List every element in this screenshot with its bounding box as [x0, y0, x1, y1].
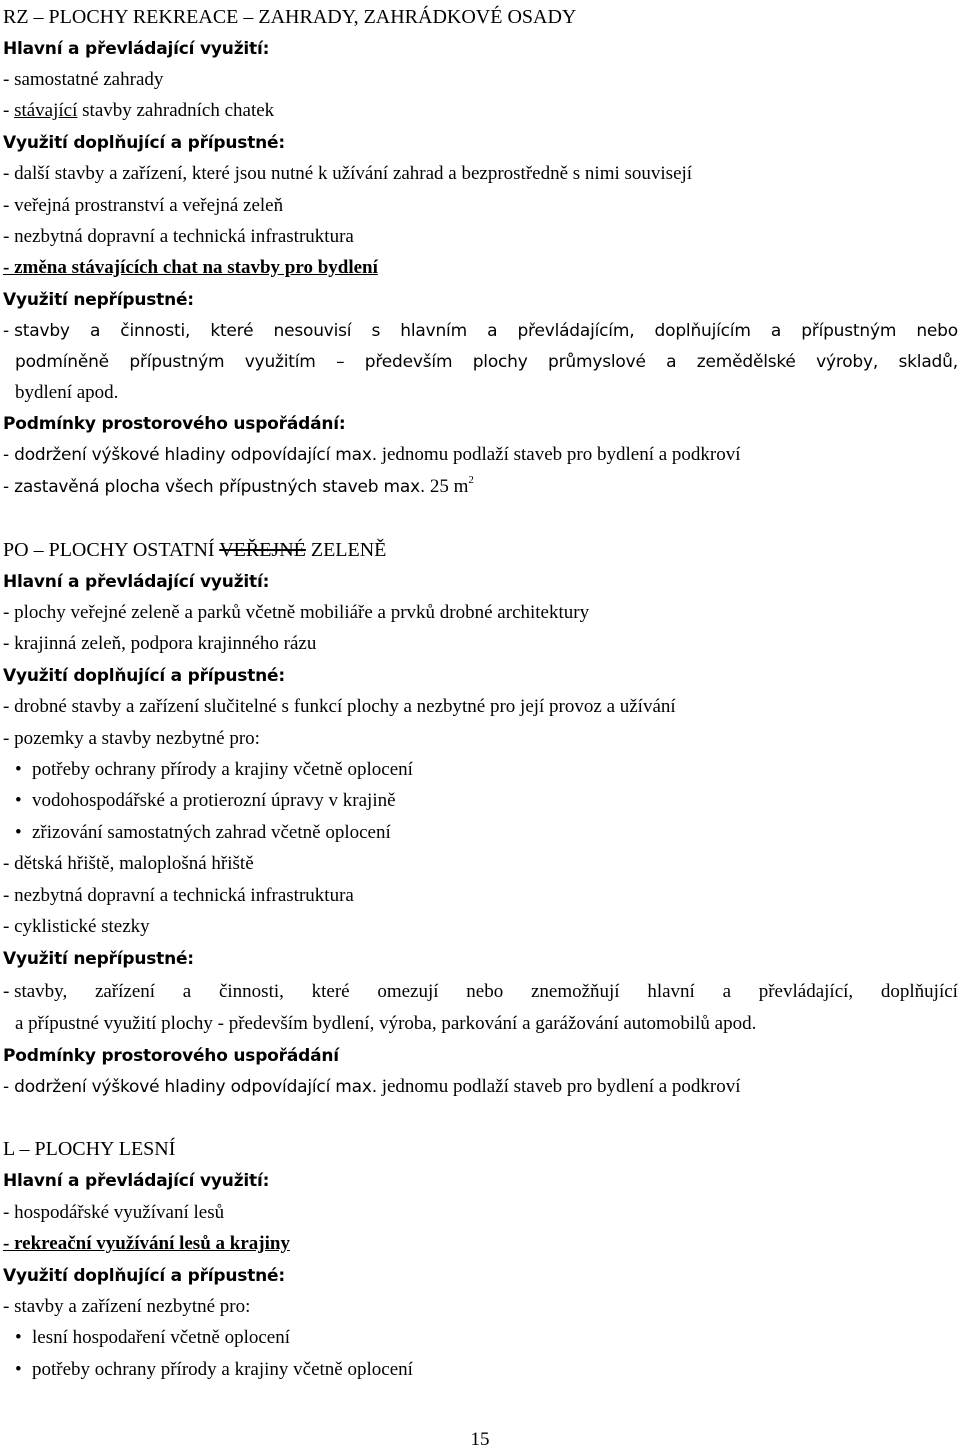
- po-main-item-2: - krajinná zeleň, podpora krajinného rázu: [3, 633, 317, 654]
- l-bullet-1-text: lesní hospodaření včetně oplocení: [32, 1327, 291, 1348]
- l-supp-heading: Využití doplňující a přípustné:: [3, 1266, 285, 1286]
- justified-word: výroby,: [816, 352, 879, 372]
- po-cond-item-1: [3, 1076, 741, 1098]
- rz-cond-heading: Podmínky prostorového uspořádání:: [3, 414, 346, 434]
- justified-word: nebo: [466, 981, 504, 1002]
- rz-main-item-1: - samostatné zahrady: [3, 69, 164, 90]
- bullet-icon: •: [15, 822, 22, 843]
- justified-word: hlavní: [647, 981, 695, 1002]
- rz-forbid-line-3: bydlení apod.: [15, 382, 119, 403]
- rz-title: RZ – PLOCHY REKREACE – ZAHRADY, ZAHRÁDKOVÉ OSADY: [3, 6, 577, 28]
- l-supp-item-1: - stavby a zařízení nezbytné pro:: [3, 1296, 251, 1317]
- bullet-icon: •: [15, 1359, 22, 1380]
- po-main-item-1: - plochy veřejné zeleně a parků včetně mobiliáře a prvků drobné architektury: [3, 602, 590, 623]
- justified-word: - stavby: [3, 321, 70, 341]
- rz-cond-item-1-b: jednomu podlaží staveb pro bydlení a podkroví: [376, 444, 741, 465]
- l-title: L – PLOCHY LESNÍ: [3, 1138, 176, 1160]
- l-main-item-2: - rekreační využívání lesů a krajiny: [3, 1233, 290, 1254]
- po-forbid-line-2: a přípustné využití plochy - především bydlení, výroba, parkování a garážování automobilů apod.: [15, 1013, 757, 1034]
- justified-word: přípustným: [801, 321, 897, 341]
- justified-word: převládající,: [758, 981, 854, 1002]
- po-bullet-1: [15, 759, 413, 781]
- l-bullet-1: [15, 1327, 290, 1349]
- po-title: [3, 539, 386, 561]
- po-supp-item-5: - cyklistické stezky: [3, 916, 150, 937]
- po-cond-item-1-a: - dodržení výškové hladiny odpovídající max.: [3, 1077, 377, 1097]
- bullet-icon: •: [15, 759, 22, 780]
- rz-forbid-line-2: [15, 351, 958, 373]
- justified-word: - stavby,: [3, 981, 68, 1002]
- justified-word: a: [89, 321, 101, 341]
- l-bullet-2: [15, 1359, 413, 1381]
- justified-word: zemědělské: [696, 352, 796, 372]
- rz-cond-item-2-a: - zastavěná plocha všech přípustných staveb max.: [3, 477, 426, 497]
- bullet-icon: •: [15, 790, 22, 811]
- po-cond-item-1-b: jednomu podlaží staveb pro bydlení a podkroví: [376, 1076, 741, 1097]
- justified-word: nesouvisí: [273, 321, 352, 341]
- rz-forbid-line-1: [3, 320, 958, 342]
- justified-word: a: [487, 321, 498, 341]
- po-supp-heading: Využití doplňující a přípustné:: [3, 666, 285, 686]
- justified-word: hlavním: [400, 321, 467, 341]
- justified-word: průmyslové: [548, 352, 646, 372]
- justified-word: skladů,: [898, 352, 958, 372]
- l-main-item-1: - hospodářské využívaní lesů: [3, 1202, 225, 1223]
- po-main-heading: Hlavní a převládající využití:: [3, 572, 270, 592]
- rz-supp-item-3: - nezbytná dopravní a technická infrastruktura: [3, 226, 354, 247]
- po-supp-item-3: - dětská hřiště, maloplošná hřiště: [3, 853, 254, 874]
- justified-word: omezují: [377, 981, 439, 1002]
- po-title-a: PO – PLOCHY OSTATNÍ: [3, 539, 220, 561]
- po-bullet-3: [15, 822, 391, 844]
- justified-word: podmíněně: [15, 352, 109, 372]
- justified-word: činnosti,: [218, 981, 284, 1002]
- po-title-b: ZELENĚ: [305, 539, 387, 561]
- po-title-struck: VEŘEJNÉ: [219, 539, 306, 561]
- justified-word: které: [210, 321, 254, 341]
- justified-word: a: [666, 352, 677, 372]
- justified-word: doplňujícím: [654, 321, 751, 341]
- justified-word: využitím: [244, 352, 316, 372]
- po-forbid-heading: Využití nepřípustné:: [3, 949, 194, 969]
- page-number: 15: [470, 1429, 490, 1450]
- justified-word: plochy: [472, 352, 528, 372]
- rz-main-item-2: [3, 100, 274, 122]
- po-bullet-3-text: zřizování samostatných zahrad včetně oplocení: [32, 822, 391, 843]
- po-cond-heading: Podmínky prostorového uspořádání: [3, 1046, 339, 1066]
- po-bullet-2-text: vodohospodářské a protierozní úpravy v krajině: [32, 790, 396, 811]
- rz-supp-item-1: - další stavby a zařízení, které jsou nutné k užívání zahrad a bezprostředně s nimi souvisejí: [3, 163, 693, 184]
- po-supp-item-4: - nezbytná dopravní a technická infrastruktura: [3, 885, 354, 906]
- rz-main-item-2-prefix: -: [3, 100, 15, 121]
- rz-cond-item-2-b: 25 m: [425, 476, 469, 497]
- justified-word: doplňující: [880, 981, 958, 1002]
- po-bullet-2: [15, 790, 396, 812]
- rz-cond-item-2: [3, 476, 474, 498]
- l-bullet-2-text: potřeby ochrany přírody a krajiny včetně oplocení: [32, 1359, 413, 1380]
- justified-word: činnosti,: [120, 321, 191, 341]
- rz-supp-item-4: - změna stávajících chat na stavby pro bydlení: [3, 257, 378, 278]
- justified-word: nebo: [916, 321, 958, 341]
- justified-word: přípustným: [129, 352, 225, 372]
- rz-forbid-heading: Využití nepřípustné:: [3, 290, 194, 310]
- justified-word: znemožňují: [530, 981, 620, 1002]
- rz-supp-heading: Využití doplňující a přípustné:: [3, 133, 285, 153]
- rz-main-item-2-rest: stavby zahradních chatek: [77, 100, 275, 121]
- justified-word: s: [371, 321, 381, 341]
- justified-word: a: [182, 981, 192, 1002]
- bullet-icon: •: [15, 1327, 22, 1348]
- justified-word: a: [770, 321, 782, 341]
- l-main-heading: Hlavní a převládající využití:: [3, 1171, 270, 1191]
- justified-word: které: [311, 981, 350, 1002]
- justified-word: –: [336, 352, 345, 372]
- superscript-2: 2: [468, 474, 474, 486]
- po-supp-item-2: - pozemky a stavby nezbytné pro:: [3, 728, 260, 749]
- justified-word: a: [722, 981, 731, 1002]
- rz-cond-item-1-a: - dodržení výškové hladiny odpovídající max.: [3, 445, 377, 465]
- rz-main-heading: Hlavní a převládající využití:: [3, 39, 270, 59]
- justified-word: zařízení: [94, 981, 156, 1002]
- po-bullet-1-text: potřeby ochrany přírody a krajiny včetně oplocení: [32, 759, 413, 780]
- rz-supp-item-2: - veřejná prostranství a veřejná zeleň: [3, 195, 284, 216]
- rz-cond-item-1: [3, 444, 741, 466]
- justified-word: především: [364, 352, 453, 372]
- rz-main-item-2-underlined: stávající: [14, 100, 78, 121]
- justified-word: převládajícím,: [517, 321, 635, 341]
- po-forbid-line-1: [3, 981, 958, 1003]
- po-supp-item-1: - drobné stavby a zařízení slučitelné s funkcí plochy a nezbytné pro její provoz a užívání: [3, 696, 676, 717]
